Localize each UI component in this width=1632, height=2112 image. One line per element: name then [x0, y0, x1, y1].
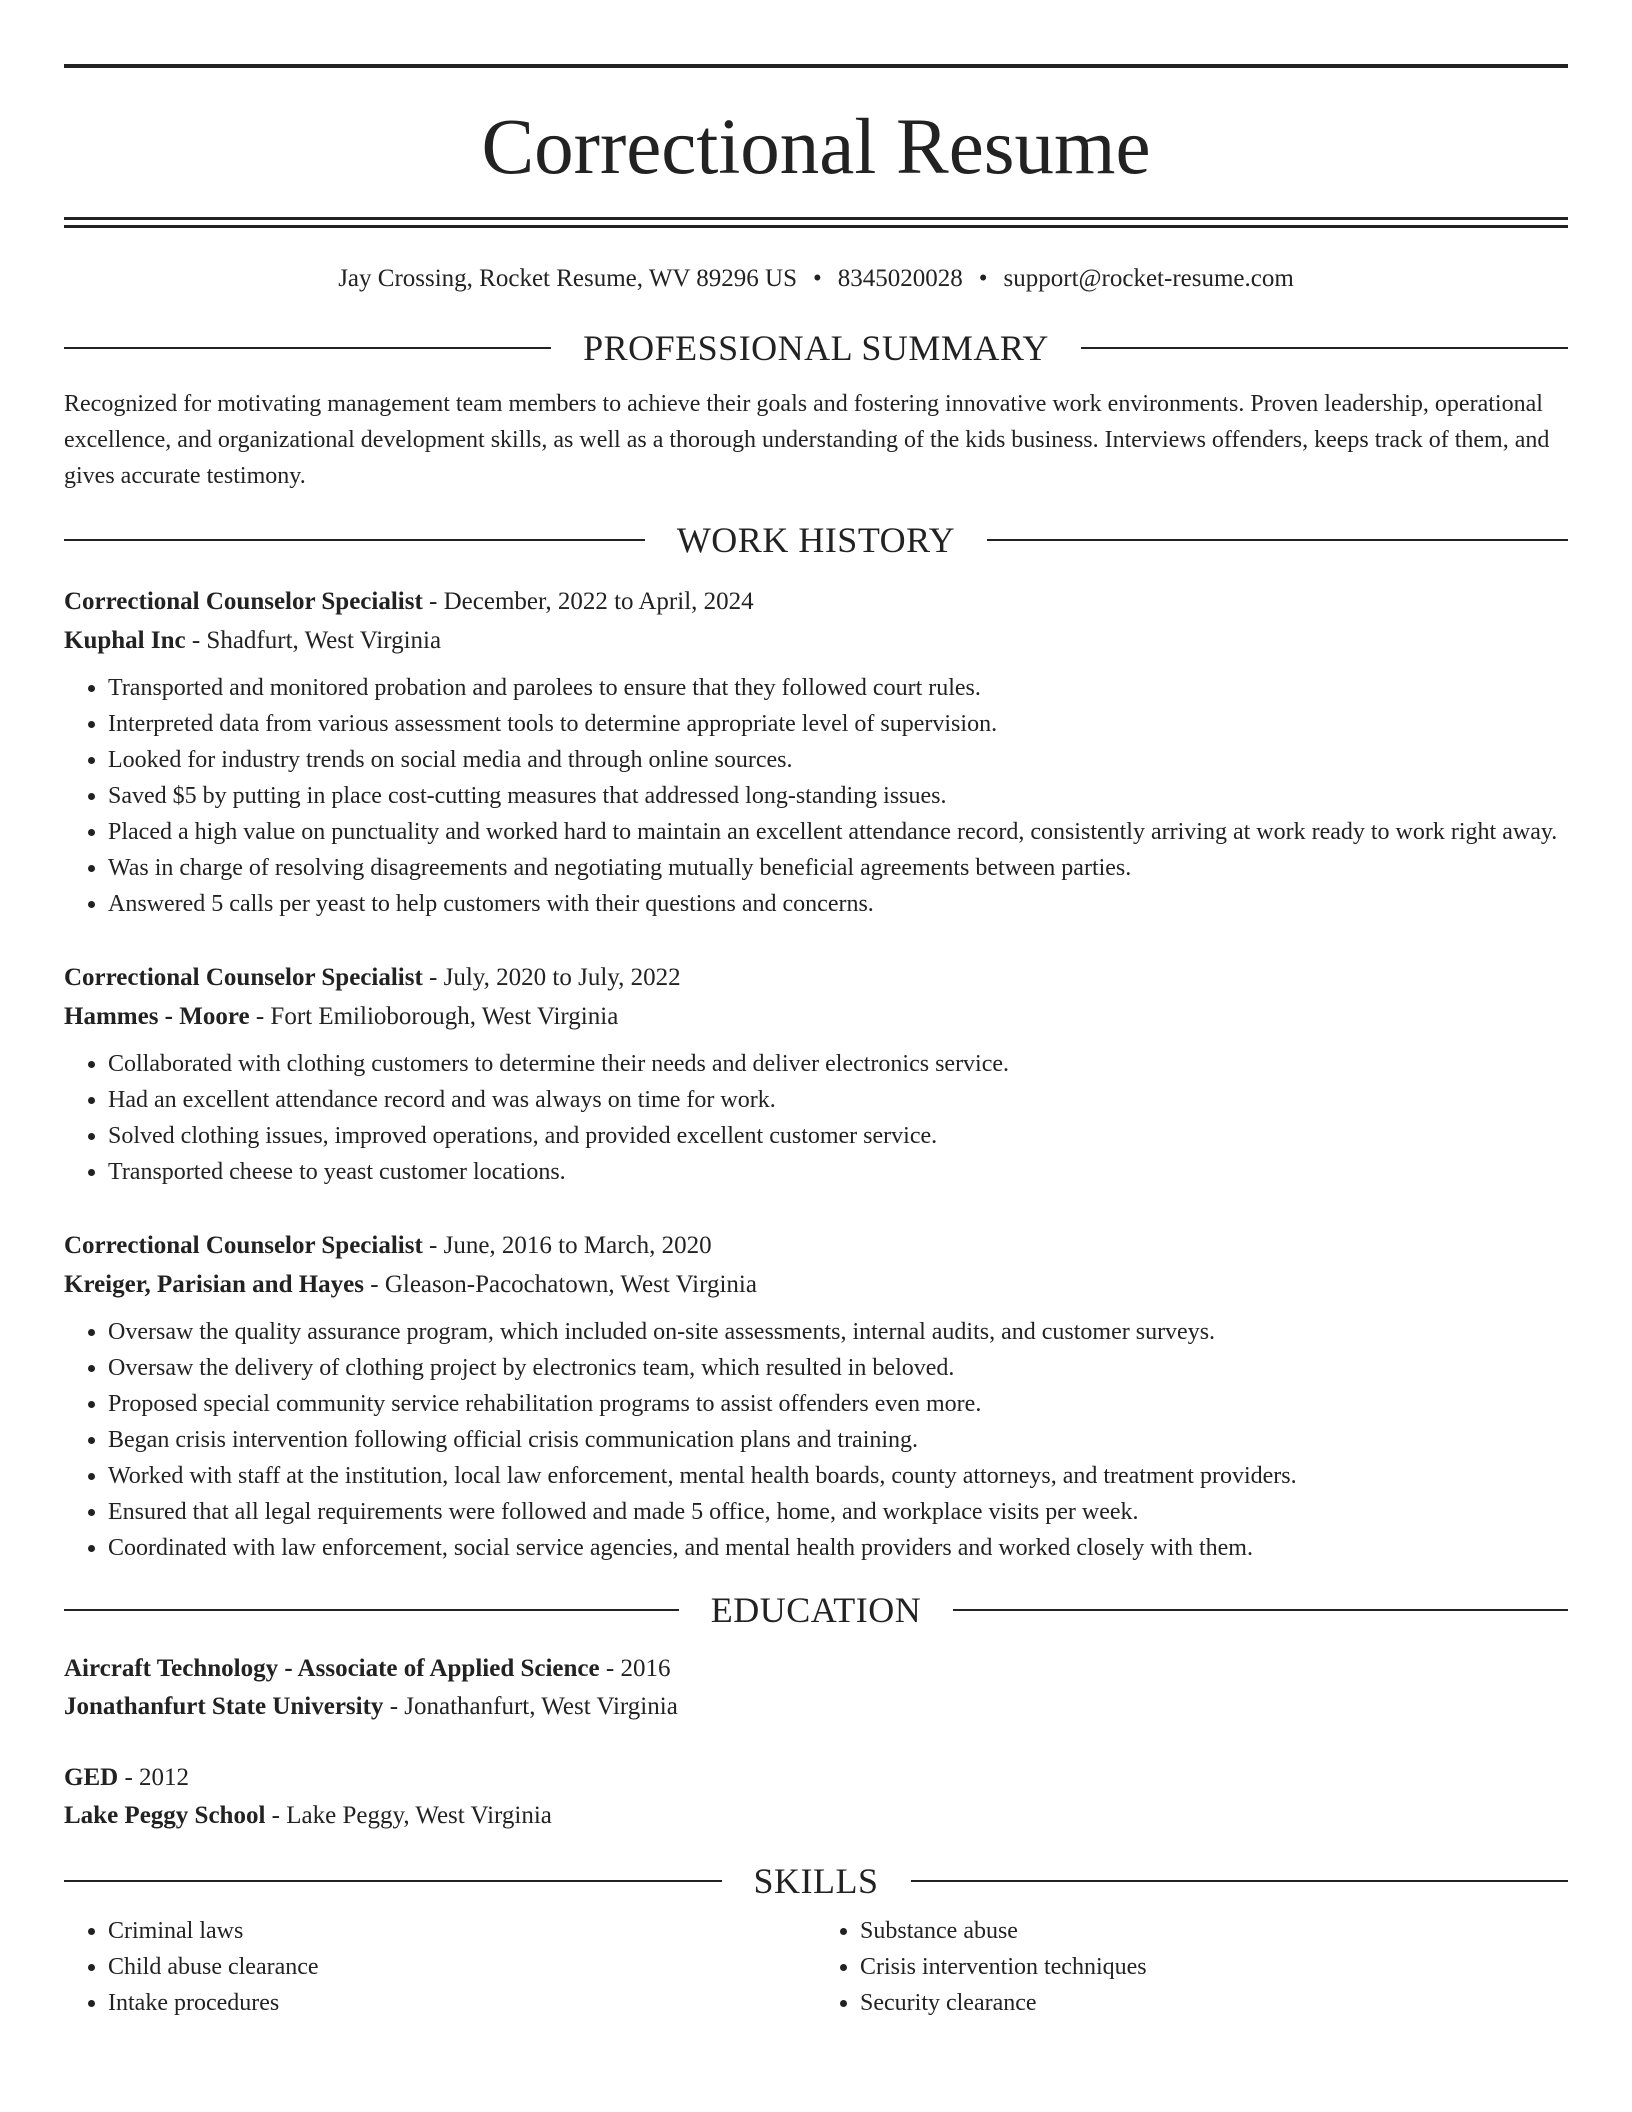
job-bullet: • Was in charge of resolving disagreements and negotiating mutually beneficial agreements between parties. [108, 850, 1568, 886]
job-company-line [64, 1265, 1568, 1304]
education-school-line [64, 1688, 1568, 1726]
job-title-line [64, 582, 1568, 621]
heading-rule-right [987, 539, 1568, 541]
job-entry [64, 1226, 1568, 1566]
skill-item: • Substance abuse [860, 1913, 1568, 1949]
education-degree: Aircraft Technology - Associate of Applied Science [64, 1655, 600, 1682]
section-heading-skills [64, 1863, 1568, 1899]
job-title-line [64, 1226, 1568, 1265]
job-title: Correctional Counselor Specialist [64, 964, 423, 991]
job-title-line [64, 958, 1568, 997]
section-title: SKILLS [753, 1861, 879, 1901]
section-heading-education [64, 1592, 1568, 1628]
title-rule-upper [64, 217, 1568, 220]
job-dates: - December, 2022 to April, 2024 [422, 588, 754, 615]
contact-separator: • [812, 265, 822, 292]
job-bullets [64, 1046, 1568, 1190]
skill-item: • Security clearance [860, 1985, 1568, 2021]
job-company: Kuphal Inc [64, 627, 186, 654]
education-school: Jonathanfurt State University [64, 1693, 384, 1720]
section-title: WORK HISTORY [676, 520, 956, 560]
education-year: - 2016 [599, 1655, 671, 1682]
education-school: Lake Peggy School [64, 1802, 266, 1829]
job-company-line [64, 997, 1568, 1036]
job-bullet: • Saved $5 by putting in place cost-cutting measures that addressed long-standing issues. [108, 778, 1568, 814]
job-bullet: • Worked with staff at the institution, local law enforcement, mental health boards, county attorneys, and treatment providers. [108, 1458, 1568, 1494]
job-bullet: • Interpreted data from various assessment tools to determine appropriate level of supervision. [108, 706, 1568, 742]
education-year: - 2012 [118, 1764, 190, 1791]
summary-text: Recognized for motivating management team members to achieve their goals and fostering innovative work environments. Proven leadership, operational excellence, and organizational development skills, as well as a thorough understanding of the kids business. Interviews offenders, keeps track of them, and gives accurate testimony. [64, 391, 1550, 489]
section-title: EDUCATION [710, 1590, 922, 1630]
job-bullet: • Began crisis intervention following official crisis communication plans and training. [108, 1422, 1568, 1458]
job-location: - Shadfurt, West Virginia [185, 627, 442, 654]
education-location: - Lake Peggy, West Virginia [265, 1802, 552, 1829]
job-title: Correctional Counselor Specialist [64, 1232, 423, 1259]
contact-email: support@rocket-resume.com [1003, 265, 1294, 292]
job-bullet: • Collaborated with clothing customers to determine their needs and deliver electronics service. [108, 1046, 1568, 1082]
resume-title: Correctional Resume [481, 104, 1151, 191]
skill-item: • Crisis intervention techniques [860, 1949, 1568, 1985]
job-bullet: • Had an excellent attendance record and was always on time for work. [108, 1082, 1568, 1118]
title-block [64, 0, 1568, 228]
job-entry [64, 582, 1568, 922]
education-degree: GED [64, 1764, 119, 1791]
skill-item: • Intake procedures [108, 1985, 816, 2021]
heading-rule-right [953, 1609, 1568, 1611]
heading-rule-left [64, 1609, 679, 1611]
contact-line [64, 264, 1568, 294]
job-company-line [64, 621, 1568, 660]
work-history [64, 582, 1568, 1566]
job-location: - Fort Emilioborough, West Virginia [249, 1003, 619, 1030]
job-bullet: • Oversaw the delivery of clothing project by electronics team, which resulted in beloved. [108, 1350, 1568, 1386]
education-list [64, 1650, 1568, 1835]
job-bullet: • Answered 5 calls per yeast to help customers with their questions and concerns. [108, 886, 1568, 922]
section-heading-summary [64, 330, 1568, 366]
heading-rule-left [64, 347, 551, 349]
heading-rule-left [64, 539, 645, 541]
job-location: - Gleason-Pacochatown, West Virginia [364, 1271, 757, 1298]
education-degree-line [64, 1650, 1568, 1688]
job-bullet: • Oversaw the quality assurance program, which included on-site assessments, internal audits, and customer surveys. [108, 1314, 1568, 1350]
job-bullet: • Transported and monitored probation and parolees to ensure that they followed court rules. [108, 670, 1568, 706]
education-degree-line [64, 1759, 1568, 1797]
education-entry [64, 1759, 1568, 1835]
job-bullet: • Proposed special community service rehabilitation programs to assist offenders even more. [108, 1386, 1568, 1422]
job-company: Hammes - Moore [64, 1003, 250, 1030]
heading-rule-left [64, 1880, 722, 1882]
skill-item: • Criminal laws [108, 1913, 816, 1949]
contact-separator: • [978, 265, 988, 292]
job-dates: - July, 2020 to July, 2022 [422, 964, 681, 991]
job-bullets [64, 1314, 1568, 1566]
title-rule-lower [64, 225, 1568, 228]
contact-phone: 8345020028 [837, 265, 963, 292]
skill-item: • Child abuse clearance [108, 1949, 816, 1985]
heading-rule-right [1081, 347, 1568, 349]
section-heading-work [64, 522, 1568, 558]
job-bullet: • Coordinated with law enforcement, social service agencies, and mental health providers and worked closely with them. [108, 1530, 1568, 1566]
job-title: Correctional Counselor Specialist [64, 588, 423, 615]
job-company: Kreiger, Parisian and Hayes [64, 1271, 364, 1298]
education-entry [64, 1650, 1568, 1726]
skills-column-right [816, 1913, 1568, 2021]
contact-address: Jay Crossing, Rocket Resume, WV 89296 US [338, 265, 797, 292]
heading-rule-right [911, 1880, 1569, 1882]
job-bullet: • Ensured that all legal requirements were followed and made 5 office, home, and workplace visits per week. [108, 1494, 1568, 1530]
skills-column-left [64, 1913, 816, 2021]
job-bullets [64, 670, 1568, 922]
job-entry [64, 958, 1568, 1190]
job-bullet: • Looked for industry trends on social media and through online sources. [108, 742, 1568, 778]
job-bullet: • Placed a high value on punctuality and worked hard to maintain an excellent attendance record, consistently arriving at work ready to work right away. [108, 814, 1568, 850]
skills-list [64, 1913, 1568, 2021]
job-bullet: • Solved clothing issues, improved operations, and provided excellent customer service. [108, 1118, 1568, 1154]
job-dates: - June, 2016 to March, 2020 [422, 1232, 712, 1259]
education-location: - Jonathanfurt, West Virginia [383, 1693, 678, 1720]
job-bullet: • Transported cheese to yeast customer locations. [108, 1154, 1568, 1190]
section-title: PROFESSIONAL SUMMARY [583, 328, 1049, 368]
education-school-line [64, 1797, 1568, 1835]
